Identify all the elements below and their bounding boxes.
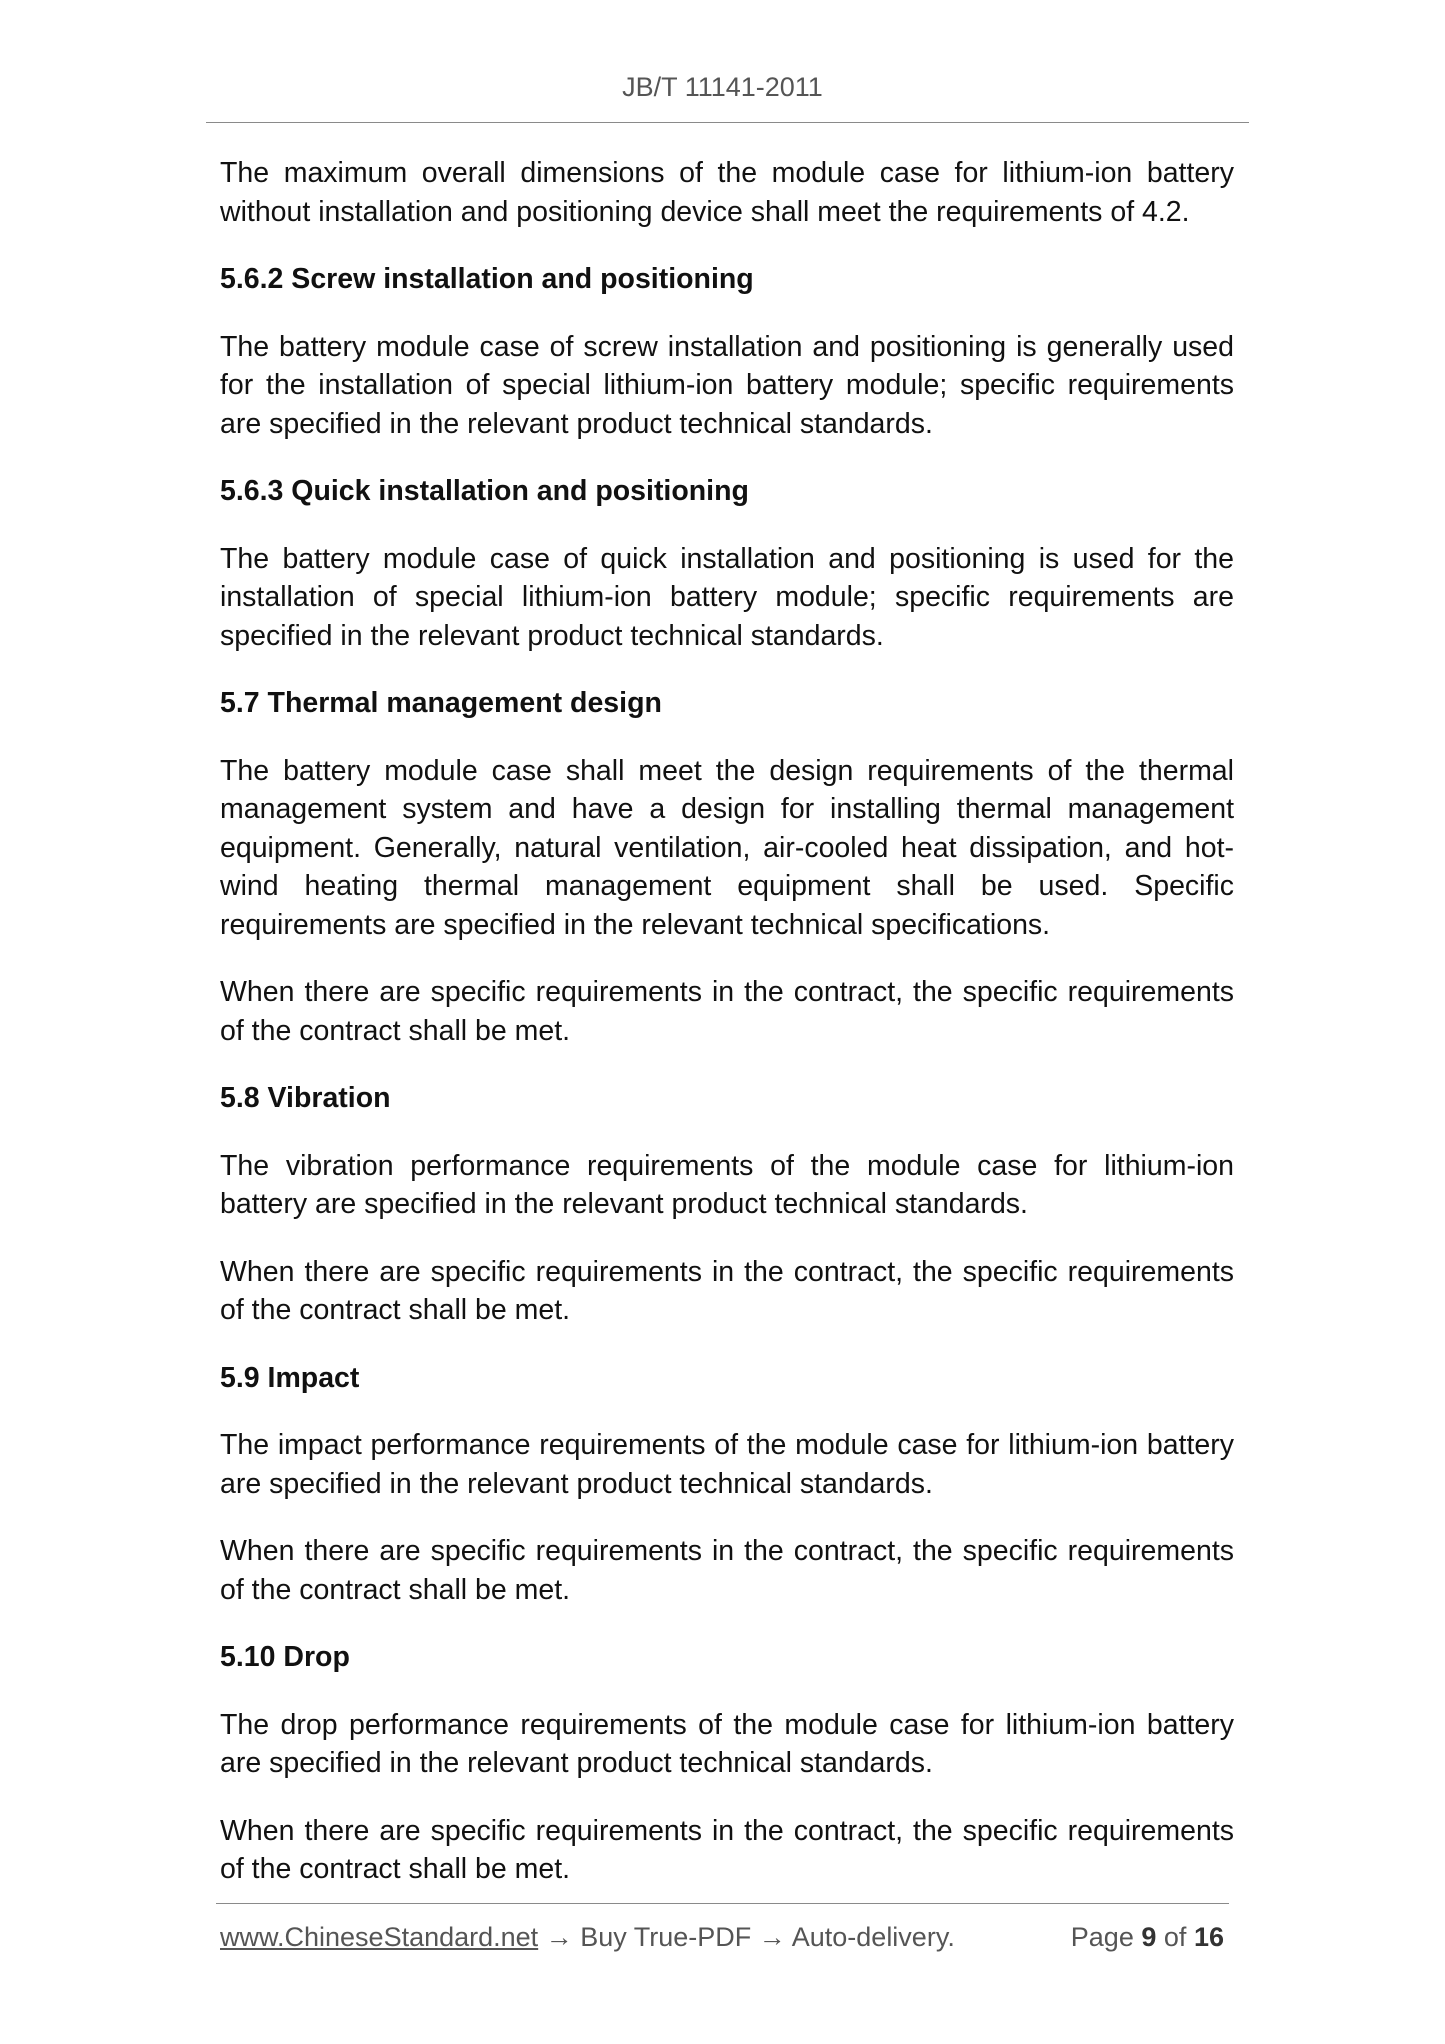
paragraph-impact-contract: When there are specific requirements in the contract, the specific requirements of the contract shall be met. [220, 1535, 1234, 1606]
paragraph-vibration: The vibration performance requirements of the module case for lithium-ion battery are specified in the relevant product technical standards. [220, 1149, 1234, 1220]
paragraph-thermal-management: The battery module case shall meet the design requirements of the thermal management system and have a design for installing thermal management equipment. Generally, natural ventilation, air-cooled heat dissipation, and hot-wind heating thermal management equipment shall be used. Specific requirements are specified in the relevant technical specifications. [220, 754, 1234, 941]
paragraph-screw-installation: The battery module case of screw installation and positioning is generally used for the installation of special lithium-ion battery module; specific requirements are specified in the relevant product technical standards. [220, 330, 1234, 440]
page-number [1071, 1922, 1224, 1953]
page-footer [220, 1922, 1234, 1962]
paragraph-vibration-contract: When there are specific requirements in the contract, the specific requirements of the contract shall be met. [220, 1255, 1234, 1326]
heading-5-9: 5.9 Impact [220, 1361, 360, 1394]
paragraph-overall-dimensions: The maximum overall dimensions of the module case for lithium-ion battery without installation and positioning device shall meet the requirements of 4.2. [220, 157, 1234, 228]
footer-promo [220, 1922, 955, 1953]
footer-divider [216, 1903, 1229, 1904]
paragraph-thermal-contract: When there are specific requirements in the contract, the specific requirements of the contract shall be met. [220, 976, 1234, 1047]
of-label: of [1163, 1922, 1187, 1952]
paragraph-impact: The impact performance requirements of the module case for lithium-ion battery are specified in the relevant product technical standards. [220, 1429, 1234, 1500]
paragraph-quick-installation: The battery module case of quick installation and positioning is used for the installation of special lithium-ion battery module; specific requirements are specified in the relevant product technical standards. [220, 542, 1234, 652]
heading-5-10: 5.10 Drop [220, 1641, 350, 1673]
page-label: Page [1070, 1922, 1134, 1952]
heading-5-6-3: 5.6.3 Quick installation and positioning [220, 475, 749, 507]
website-link[interactable]: www.ChineseStandard.net [220, 1922, 539, 1952]
heading-5-8: 5.8 Vibration [220, 1082, 391, 1114]
heading-5-7: 5.7 Thermal management design [220, 687, 662, 719]
page-body [220, 154, 1234, 1918]
paragraph-drop-contract: When there are specific requirements in the contract, the specific requirements of the contract shall be met. [220, 1814, 1234, 1885]
paragraph-drop: The drop performance requirements of the module case for lithium-ion battery are specified in the relevant product technical standards. [220, 1708, 1234, 1779]
heading-5-6-2: 5.6.2 Screw installation and positioning [220, 263, 754, 295]
header-divider [206, 122, 1249, 123]
footer-promo-text: → Buy True-PDF → Auto-delivery. [538, 1922, 955, 1952]
current-page: 9 [1141, 1922, 1157, 1952]
total-pages: 16 [1193, 1922, 1224, 1952]
document-id-header: JB/T 11141-2011 [622, 72, 823, 102]
